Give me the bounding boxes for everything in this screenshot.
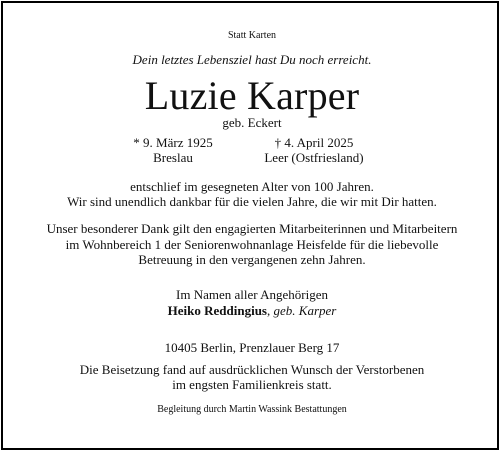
- header-label: Statt Karten: [227, 30, 277, 41]
- birth-name: geb. Eckert: [222, 115, 282, 130]
- text-line: Die Beisetzung fand auf ausdrücklichen Wunsch der Verstorbenen: [79, 362, 425, 377]
- signature-name: Heiko Reddingius: [167, 303, 267, 318]
- signature-intro: Im Namen aller Angehörigen: [176, 287, 328, 302]
- text-line: im engsten Familienkreis statt.: [172, 377, 332, 392]
- deceased-name: Luzie Karper: [144, 73, 360, 118]
- address: 10405 Berlin, Prenzlauer Berg 17: [164, 340, 340, 355]
- text-line: Unser besonderer Dank gilt den engagierten Mitarbeiterinnen und Mitarbeitern: [46, 221, 458, 236]
- text-line: entschlief im gesegneten Alter von 100 Jahren.: [130, 179, 374, 194]
- signature-suffix: geb. Karper: [273, 303, 337, 318]
- footer-undertaker: Begleitung durch Martin Wassink Bestattungen: [157, 404, 347, 415]
- text-line: im Wohnbereich 1 der Seniorenwohnanlage Heisfelde für die liebevolle: [65, 237, 439, 252]
- text-line: Wir sind unendlich dankbar für die vielen Jahre, die wir mit Dir hatten.: [67, 194, 437, 209]
- signature-line: Heiko Reddingius, geb. Karper: [167, 303, 337, 318]
- birth-place: Breslau: [153, 150, 193, 165]
- text-line: Betreuung in den vergangenen zehn Jahren.: [138, 252, 366, 267]
- death-date: † 4. April 2025: [274, 135, 354, 150]
- death-place: Leer (Ostfriesland): [264, 150, 364, 165]
- motto: Dein letztes Lebensziel hast Du noch erreicht.: [132, 52, 372, 67]
- birth-date: * 9. März 1925: [133, 135, 213, 150]
